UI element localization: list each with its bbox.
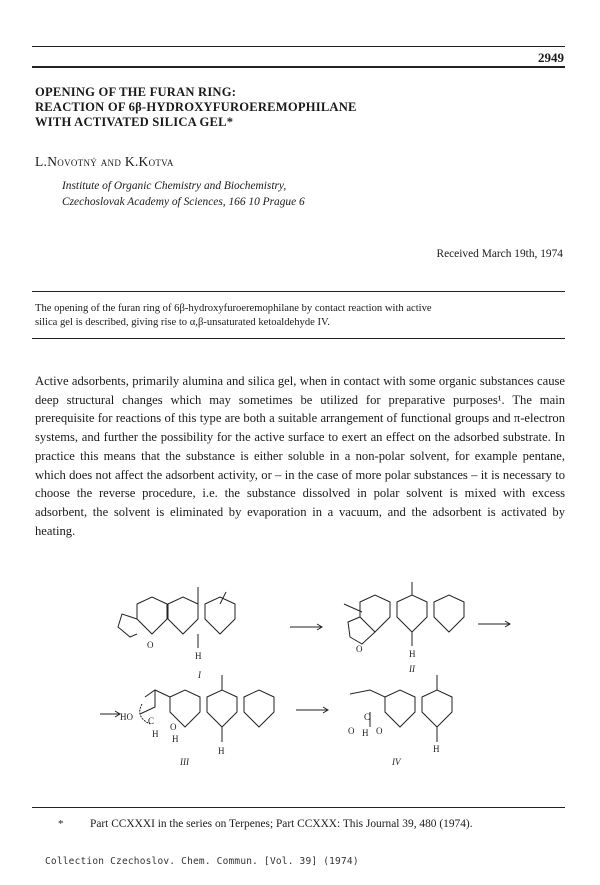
body-paragraph: Active adsorbents, primarily alumina and silica gel, when in contact with some organic substances cause deep structural changes which may sometimes be utilized for preparative purposes¹. The main prerequisite for reactions of this type are both a suitable arrangement of functional groups and π-electron systems, and further the possibility for the active surface to exert an effect on the adsorbed substrate. In practice this means that the substance is either soluble in a non-polar solvent, for example pentane, which does not affect the adsorbent activity, or – in the case of more polar substances – it is necessary to choose the reverse procedure, i.e. the substance dissolved in polar solvent is mixed with excess adsorbent, the solvent is eliminated by evaporation in a vacuum, and the adsorbent is activated by heating.: [35, 374, 565, 538]
atom-ho-iii: HO: [120, 712, 133, 722]
journal-reference: Collection Czechoslov. Chem. Commun. [Vol. 39] (1974): [45, 856, 359, 867]
label-compound-ii: II: [409, 664, 415, 674]
abstract: [35, 302, 565, 330]
abstract-rule-top: [32, 291, 565, 292]
header-rule: [32, 46, 565, 47]
abstract-rule-bottom: [32, 338, 565, 339]
atom-o-ii: O: [356, 644, 363, 654]
page-number: 2949: [538, 50, 564, 65]
label-compound-iii: III: [180, 757, 189, 767]
atom-h-i: H: [195, 651, 202, 661]
compound-ii-structure: [344, 582, 464, 646]
atom-c-iii: C: [148, 716, 155, 726]
atom-c-iv: C: [364, 712, 371, 722]
affiliation: [62, 179, 305, 210]
atom-h1-iii: H: [152, 729, 159, 739]
reaction-scheme: [100, 582, 540, 782]
footnote-rule: [32, 807, 565, 808]
reaction-scheme-svg: [100, 582, 540, 782]
article-title: [35, 85, 555, 131]
atom-o-iii: O: [170, 722, 177, 732]
atom-h3-iii: H: [218, 746, 225, 756]
footnote-text: Part CCXXXI in the series on Terpenes; Part CCXXX: This Journal 39, 480 (1974).: [90, 818, 473, 830]
affiliation-line-2: Czechoslovak Academy of Sciences, 166 10 Prague 6: [62, 195, 305, 208]
atom-h2-iii: H: [172, 734, 179, 744]
body-text: [35, 372, 565, 540]
received-date: Received March 19th, 1974: [436, 248, 563, 260]
label-compound-iv: IV: [392, 757, 401, 767]
atom-o1-iv: O: [348, 726, 355, 736]
atom-h1-iv: H: [362, 728, 369, 738]
atom-h-ii: H: [409, 649, 416, 659]
title-line-2: REACTION OF 6β-HYDROXYFUROEREMOPHILANE: [35, 100, 357, 115]
label-compound-i: I: [198, 670, 201, 680]
affiliation-line-1: Institute of Organic Chemistry and Biochemistry,: [62, 180, 287, 192]
atom-o-i: O: [147, 640, 154, 650]
compound-i-structure: [118, 587, 235, 648]
atom-h2-iv: H: [433, 744, 440, 754]
header-rule-bottom: [32, 66, 565, 68]
atom-o2-iv: O: [376, 726, 383, 736]
authors: L.Novotný and K.Kotva: [35, 154, 174, 169]
abstract-line-2: silica gel is described, giving rise to α,β-unsaturated ketoaldehyde IV.: [35, 317, 330, 328]
abstract-line-1: The opening of the furan ring of 6β-hydroxyfuroeremophilane by contact reaction with active: [35, 303, 432, 314]
title-line-1: OPENING OF THE FURAN RING:: [35, 85, 237, 99]
footnote-marker: *: [58, 818, 64, 830]
title-line-3: WITH ACTIVATED SILICA GEL*: [35, 115, 234, 130]
compound-iii-structure: [140, 675, 274, 742]
